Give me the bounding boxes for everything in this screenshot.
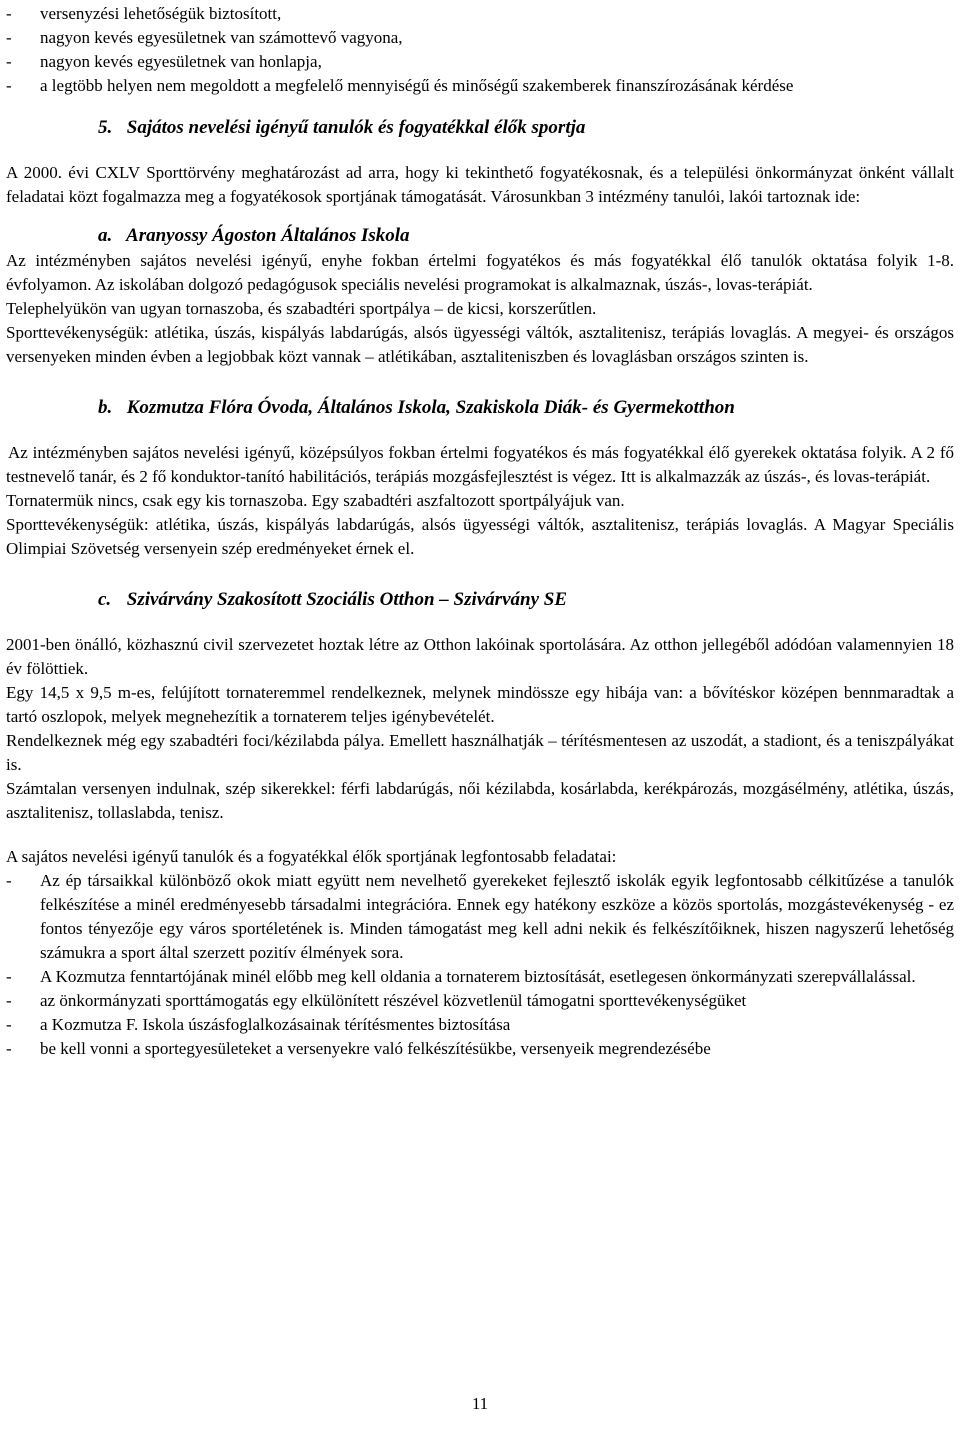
task-item: - A Kozmutza fenntartójának minél előbb meg kell oldania a tornaterem biztosítását, esetlegesen önkormányzati szerepvállalással.	[6, 965, 954, 989]
paragraph: Telephelyükön van ugyan tornaszoba, és szabadtéri sportpálya – de kicsi, korszerűtlen.	[6, 299, 597, 318]
section-title: Sajátos nevelési igényű tanulók és fogyatékkal élők sportja	[126, 117, 586, 138]
page-number: 11	[471, 1394, 489, 1413]
paragraph: Egy 14,5 x 9,5 m-es, felújított tornateremmel rendelkeznek, melynek mindössze egy hibája van: a bővítéskor középen bennmaradtak a tartó oszlopok, melyek megnehezítik a tornaterem teljes igénybevételét.	[6, 683, 954, 726]
list-item: - nagyon kevés egyesületnek van honlapja,	[6, 50, 954, 74]
subsection-letter: a.	[98, 225, 113, 246]
list-item: - a legtöbb helyen nem megoldott a megfelelő mennyiségű és minőségű szakemberek finanszírozásának kérdése	[6, 74, 954, 98]
subsection-title: Aranyossy Ágoston Általános Iskola	[126, 225, 410, 246]
tasks-intro: A sajátos nevelési igényű tanulók és a fogyatékkal élők sportjának legfontosabb feladatai:	[6, 847, 617, 866]
paragraph: Tornatermük nincs, csak egy kis tornaszoba. Egy szabadtéri aszfaltozott sportpályájuk van.	[6, 491, 625, 510]
subsection-title: Szivárvány Szakosított Szociális Otthon – Szivárvány SE	[126, 589, 567, 610]
paragraph: Az intézményben sajátos nevelési igényű, középsúlyos fokban értelmi fogyatékos és más fogyatékkal élő gyerekek oktatása folyik. A 2 fő testnevelő tanár, és 2 fő konduktor-tanító habilitációs, terápiás mozgásfejlesztést is végez. Itt is alkalmazzák az úszás-, és lovas-terápiát.	[6, 443, 954, 486]
subsection-c-heading	[6, 587, 954, 613]
paragraph: Az intézményben sajátos nevelési igényű, enyhe fokban értelmi fogyatékos és más fogyatékkal élő tanulók oktatása folyik 1-8. évfolyamon. Az iskolában dolgozó pedagógusok speciális nevelési programokat is alkalmaznak, úszás-, lovas-terápiát.	[6, 251, 954, 294]
list-item: - versenyzési lehetőségük biztosított,	[6, 2, 954, 26]
subsection-letter: b.	[98, 397, 113, 418]
subsection-b-heading	[6, 395, 954, 421]
section-5-heading	[6, 115, 954, 141]
subsection-letter: c.	[98, 589, 112, 610]
tasks-list	[6, 869, 954, 1061]
list-item: - nagyon kevés egyesületnek van számottevő vagyona,	[6, 26, 954, 50]
task-item: - a Kozmutza F. Iskola úszásfoglalkozásainak térítésmentes biztosítása	[6, 1013, 954, 1037]
subsection-title: Kozmutza Flóra Óvoda, Általános Iskola, Szakiskola Diák- és Gyermekotthon	[126, 397, 735, 418]
task-item: - Az ép társaikkal különböző okok miatt együtt nem nevelhető gyerekeket fejlesztő iskolák egyik legfontosabb célkitűzése a tanulók felkészítése a minél eredményesebb társadalmi integrációra. Ennek egy hatékony eszköze a közös sportolás, mozgástevékenység - ez fontos tényezője egy város sportéletének is. Minden támogatást meg kell adni nekik és felkészítőiknek, hiszen nagyszerű lehetőség számukra a sport által szerzett pozitív élmények sora.	[6, 869, 954, 965]
intro-paragraph: A 2000. évi CXLV Sporttörvény meghatározást ad arra, hogy ki tekinthető fogyatékosnak, és a települési önkormányzat önként vállalt feladatai közt fogalmazza meg a fogyatékosok sportjának támogatását. Városunkban 3 intézmény tanulói, lakói tartoznak ide:	[6, 163, 954, 206]
task-item: - be kell vonni a sportegyesületeket a versenyekre való felkészítésükbe, versenyeik megrendezésébe	[6, 1037, 954, 1061]
paragraph: Rendelkeznek még egy szabadtéri foci/kézilabda pálya. Emellett használhatják – térítésmentesen az uszodát, a stadiont, és a teniszpályákat is.	[6, 731, 954, 774]
paragraph: Sporttevékenységük: atlétika, úszás, kispályás labdarúgás, alsós ügyességi váltók, asztalitenisz, terápiás lovaglás. A megyei- és országos versenyeken minden évben a legjobbak közt vannak – atlétikában, asztaliteniszben és lovaglásban országos szinten is.	[6, 323, 954, 366]
section-number: 5.	[98, 117, 113, 138]
paragraph: 2001-ben önálló, közhasznú civil szervezetet hoztak létre az Otthon lakóinak sportolására. Az otthon jellegéből adódóan valamennyien 18 év fölöttiek.	[6, 635, 954, 678]
document-page	[6, 0, 954, 1061]
paragraph: Sporttevékenységük: atlétika, úszás, kispályás labdarúgás, alsós ügyességi váltók, asztalitenisz, terápiás lovaglás. A Magyar Speciális Olimpiai Szövetség versenyein szép eredményeket érnek el.	[6, 515, 954, 558]
paragraph: Számtalan versenyen indulnak, szép sikerekkel: férfi labdarúgás, női kézilabda, kosárlabda, kerékpározás, mozgásélmény, atlétika, úszás, asztalitenisz, tollaslabda, tenisz.	[6, 779, 954, 822]
task-item: - az önkormányzati sporttámogatás egy elkülönített részével közvetlenül támogatni sporttevékenységüket	[6, 989, 954, 1013]
subsection-a-heading	[6, 223, 954, 249]
top-list	[6, 2, 954, 98]
